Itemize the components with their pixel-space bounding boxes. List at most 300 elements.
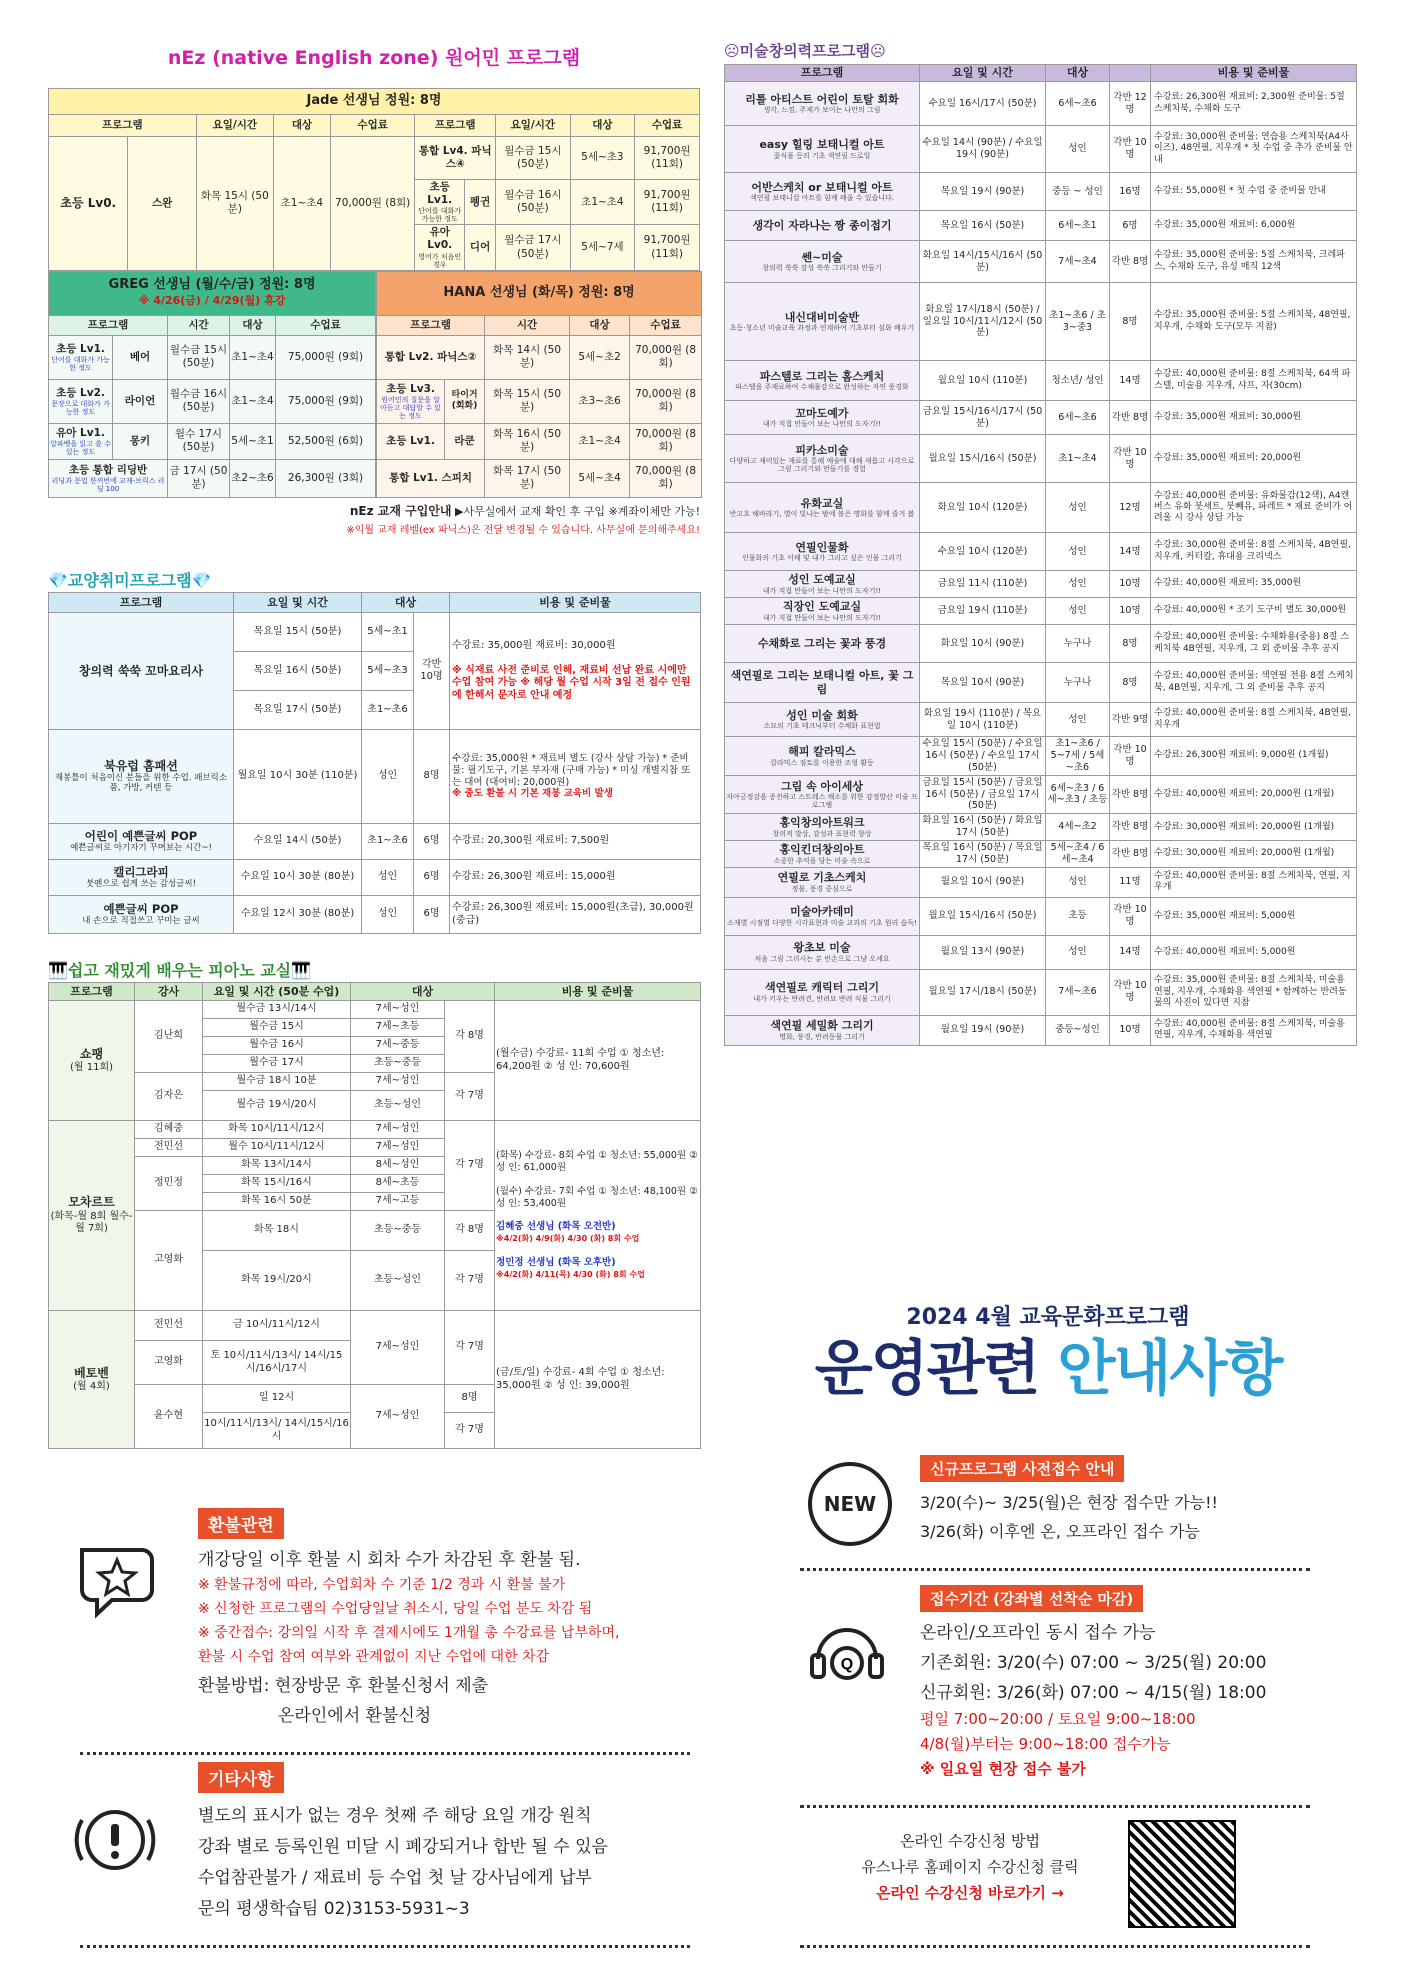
table-cell: 91,700원 (11회) [635,225,700,270]
table-cell: 8세~성인 [351,1157,445,1175]
cost: 수강료: 35,000원 재료비: 30,000원 [1151,401,1357,435]
table-cell: 월수금 16시 (50분) [168,379,230,423]
table-cell [725,814,920,841]
art-title-row [724,40,1356,64]
table-cell: 각반 10명 [1110,969,1151,1015]
table-cell: 금요일 11시 (110분) [920,571,1046,598]
teacher: 정민정 [135,1157,203,1211]
svg-text:Q: Q [840,1656,854,1673]
table-cell: 초1~초4 [273,137,330,271]
table-cell [725,435,920,483]
table-cell: 금 17시 (50분) [168,459,230,497]
table-cell: 화요일 10시 (90분) [920,625,1046,663]
table-cell: 7세~초등 [351,1019,445,1037]
piano-section [48,958,700,1449]
table-cell [725,126,920,173]
table-row [725,435,1357,483]
table-cell: 초등~성인 [351,1251,445,1311]
table-row [725,211,1357,241]
table-cell: 각반 12명 [1110,82,1151,126]
table-cell: 8명 [1110,625,1151,663]
prog-sub: 인물화의 기초 이해 및 내가 그리고 싶은 인물 그리기 [742,554,902,563]
prog: 어린이 예쁜글씨 POP [84,828,198,843]
cost: 수강료: 40,000원 준비물: 8절 스케치북, 미술용 연필, 지우개, 수채화용 색연필 [1151,1015,1357,1045]
prog: 초등 Lv1. [427,181,453,207]
banner-big-1: 운영관련 [814,1334,1039,1404]
reg-line-1: 온라인/오프라인 동시 접수 가능 [920,1623,1156,1643]
piano-title-row [48,958,700,980]
cost-note: 김혜중 선생님 (화목 오전반) [496,1221,616,1233]
refund-line-3: ※ 신청한 프로그램의 수업당일날 취소시, 당일 수업 분도 차감 됨 [198,1601,593,1617]
table-cell: 6명 [1110,211,1151,241]
book-notice [48,502,700,519]
alert-icon [70,1800,160,1880]
table-cell: 7세~성인 [351,1001,445,1019]
book-notice-warning: ※익월 교재 레벨(ex 파닉스)은 전달 변경될 수 있습니다. 사무실에 문의해주세요! [346,524,700,536]
prog: 수채화로 그리는 꽃과 풍경 [757,636,887,650]
table-cell: 목요일 16시 (50분) [234,652,362,691]
teacher: 김자은 [135,1073,203,1121]
table-cell: 월수금 13시/14시 [203,1001,351,1019]
table-cell: 14명 [1110,935,1151,969]
table-cell: 화목 19시/20시 [203,1251,351,1311]
table-cell: 청소년/ 성인 [1046,361,1110,401]
cost: 수강료: 55,000원 * 첫 수업 중 준비물 안내 [1151,173,1357,211]
table-cell [725,897,920,935]
table-cell: 화요일 14시/15시/16시 (50분) [920,241,1046,283]
table-cell: 라쿤 [445,423,485,459]
table-cell: 10명 [1110,1015,1151,1045]
nez-section [48,40,700,536]
table-cell: 화목 16시 (50분) [485,423,570,459]
table-cell [725,625,920,663]
col-header: 수업료 [630,315,702,335]
prog: 내신대비미술반 [784,310,860,324]
cost-note: 정민정 선생님 (화목 오후반) [496,1257,616,1269]
table-cell: 5세~초4 [570,459,630,497]
prog: 성인 도예교실 [788,573,856,587]
table-cell [725,361,920,401]
prog-sub: 소재별 시점별 다양한 시각표현과 미술 교과의 기초 원리 습득! [727,919,917,928]
new-tag: 신규프로그램 사전접수 안내 [920,1455,1124,1482]
table-cell: 통합 Lv1. 스피치 [377,459,485,497]
table-cell: 각 7명 [445,1311,495,1385]
table-cell: 초1~초6 [362,691,414,730]
prog-sub: 창의적 발상, 감성과 표현력 향상 [772,829,872,838]
table-cell [725,775,920,814]
teacher: 고영화 [135,1341,203,1385]
table-cell: 초1~초6 / 초3~중3 [1046,283,1110,361]
table-cell: 목요일 16시 (50분) [920,211,1046,241]
col-header: 수업료 [635,115,700,137]
table-cell: 월수 10시/11시/12시 [203,1139,351,1157]
new-badge-icon: NEW [808,1462,892,1546]
cost: 수강료: 20,300원 재료비: 7,500원 [450,824,701,860]
online-line-2: 유스나루 홈페이지 수강신청 클릭 [861,1858,1079,1876]
prog-sub: 칼라믹스 점토를 이용한 조형 활동 [770,758,874,767]
prog-sub: 꽃식물 등의 기초 색연필 드로잉 [773,151,871,160]
heart-icon: 💎 [191,571,212,590]
reg-line-3: 신규회원: 3/26(화) 07:00 ~ 4/15(월) 18:00 [920,1683,1267,1703]
prog: 초등 Lv3. [386,382,435,395]
table-cell: 디어 [465,225,496,270]
table-cell: 52,500원 (6회) [276,423,376,459]
teacher: 고영화 [135,1211,203,1311]
prog: 그림 속 아이세상 [780,779,864,793]
table-cell: 화목 10시/11시/12시 [203,1121,351,1139]
prog: 초등 Lv1. [56,342,105,355]
table-cell: 월요일 10시 (110분) [920,361,1046,401]
prog-sub: 예쁜글씨로 아기자기 꾸며보는 시간~! [70,843,212,854]
table-cell: 10명 [1110,571,1151,598]
table-cell: 월수금 15시 [203,1019,351,1037]
art-table [724,64,1357,1046]
table-row [725,737,1357,776]
table-cell: 초등 [1046,897,1110,935]
table-cell: 화목 15시 (50분) [196,137,273,271]
table-cell: 월수금 18시 10분 [203,1073,351,1091]
prog: 유화교실 [800,496,844,510]
prog-sub: (월 4회) [73,1381,110,1392]
prog: 색연필 세밀화 그리기 [770,1019,874,1033]
table-cell: 중등~성인 [1046,1015,1110,1045]
table-cell [725,82,920,126]
table-cell: 91,700원 (11회) [635,137,700,180]
table-cell: 5세~초1 [362,613,414,652]
table-cell: 5세~초3 [362,652,414,691]
table-cell: 수요일 10시 30분 (80분) [234,860,362,896]
table-cell: 월수금 17시 [203,1055,351,1073]
table-row [725,361,1357,401]
table-row [725,283,1357,361]
prog-sub: 자아긍정감을 증진하고 스트레스 해소를 위한 감정발산 미술 프로그램 [726,793,918,810]
prog-sub: 원어민의 질문을 알아듣고 대답할 수 있는 정도 [380,395,441,420]
cost: 수강료: 35,000원 준비물: 8절 스케치북, 미술용 연필, 지우개, 수채화용 색연필 * 함께하는 반려동물의 사진이 있다면 지참 [1151,969,1357,1015]
table-cell [725,598,920,625]
cost: 수강료: 35,000원 * 재료비 별도 (강사 상담 가능) * 준비물: 필기도구, 기본 부자재 (구매 가능) * 미싱 개별지참 또는 대여 (대여비: 20,000원) [452,752,691,788]
col-header [1110,65,1151,82]
cost: 수강료: 26,300원 재료비: 15,000원 [450,860,701,896]
prog: 초등 Lv2. [56,386,105,399]
cost: 수강료: 30,000원 재료비: 20,000원 (1개월) [1151,841,1357,868]
table-cell: 10시/11시/13시/ 14시/15시/16시 [203,1413,351,1449]
culture-title-row [48,568,700,590]
cost: 수강료: 40,000원 재료비: 35,000원 [1151,571,1357,598]
prog-sub: 정물, 풍경 중심으로 [791,885,853,894]
table-cell: 화목 16시 50분 [203,1193,351,1211]
table-cell: 7세~초4 [1046,241,1110,283]
prog-sub: 생각, 느낌, 주제가 보이는 나만의 그림 [763,106,881,115]
cost: 수강료: 40,000원 준비물: 색연필 전용 8절 스케치북, 4B연필, 지우개, 그 외 준비물 추후 공지 [1151,663,1357,703]
teacher: 김난희 [135,1001,203,1073]
table-cell [725,241,920,283]
prog-sub: (화목-월 8회 월수-월 7회) [50,1210,133,1235]
table-cell: 70,000원 (8회) [630,335,702,379]
table-cell: 월요일 15시/16시 (50분) [920,897,1046,935]
col-header: 시간 [168,315,230,335]
culture-table [48,592,701,934]
art-title: 미술창의력프로그램 [739,42,871,60]
prog: 유아 Lv0. [427,226,453,252]
new-line-2: 3/26(화) 이후엔 온, 오프라인 접수 가능 [920,1522,1200,1541]
culture-section [48,568,700,934]
cost: 수강료: 30,000원 준비물: 8절 스케치북, 4B연필, 지우개, 커터칼, 휴대용 크리넥스 [1151,533,1357,571]
table-cell: 월수금 16시 [203,1037,351,1055]
cost: 수강료: 40,000원 준비물: 8절 스케치북, 64색 파스텔, 미술용 지우개, 샤프, 자(30cm) [1151,361,1357,401]
table-cell: 6세~초6 [1046,401,1110,435]
refund-notice [198,1508,698,1726]
table-row [725,625,1357,663]
table-cell [725,283,920,361]
cost: 수강료: 35,000원 준비물: 5절 스케치북, 크레파스, 수채화 도구, 유성 매직 12색 [1151,241,1357,283]
table-cell [725,211,920,241]
prog-sub: 내가 직접 만들어 보는 나만의 도자기!! [762,586,882,595]
nez-greg-table [48,271,376,498]
table-cell: 초등 Lv0. [49,137,128,271]
table-row [725,173,1357,211]
prog-sub: 내 손으로 직접쓰고 꾸미는 글씨 [82,916,200,927]
table-cell: 각반 8명 [1110,814,1151,841]
table-cell: 5세~초2 [570,335,630,379]
prog-sub: 소묘의 기초 테크닉부터 수채화 표현법 [763,722,881,731]
reg-line-5: 4/8(월)부터는 9:00~18:00 접수가능 [920,1735,1171,1753]
table-cell: 각반 8명 [1110,241,1151,283]
refund-line-4: ※ 중간접수: 강의일 시작 후 결제시에도 1개월 총 수강료를 납부하며, [198,1625,620,1641]
table-cell: 7세~고등 [351,1193,445,1211]
table-cell: 각반 10명 [1110,126,1151,173]
table-cell: 각 7명 [445,1251,495,1311]
table-cell: 각반 8명 [1110,401,1151,435]
col-header: 요일/시간 [496,115,571,137]
table-cell: 월요일 10시 (90분) [920,867,1046,897]
table-cell: 성인 [1046,598,1110,625]
table-cell: 화목 13시/14시 [203,1157,351,1175]
table-row [725,126,1357,173]
col-header: 요일/시간 [196,115,273,137]
col-header: 강사 [135,983,203,1001]
book-notice-title: nEz 교재 구입안내 [349,503,452,518]
table-cell: 화요일 16시 (50분) / 화요일 17시 (50분) [920,814,1046,841]
col-header: 프로그램 [377,315,485,335]
table-cell: 75,000원 (9회) [276,379,376,423]
cost-note: ※ 중도 환불 시 기본 재봉 교육비 발생 [452,788,613,800]
table-cell [725,935,920,969]
divider [80,1752,690,1755]
table-cell: 5세~초1 [230,423,276,459]
prog-sub: 초등·청소년 미술교육 과정과 연계하여 기초부터 심화 배우기 [729,324,915,333]
teacher: 전민선 [135,1311,203,1341]
table-cell: 75,000원 (9회) [276,335,376,379]
new-line-1: 3/20(수)~ 3/25(월)은 현장 접수만 가능!! [920,1493,1218,1512]
col-header: 시간 [485,315,570,335]
table-row [725,867,1357,897]
etc-tag: 기타사항 [198,1762,284,1793]
table-cell: 화요일 19시 (110분) / 목요일 10시 (110분) [920,703,1046,737]
cost: 수강료: 26,300원 재료비: 15,000원(초급), 30,000원(중급) [450,896,701,934]
teacher: 김혜중 [135,1121,203,1139]
prog: 연필인물화 [795,540,849,554]
prog: 피카소미술 [795,443,849,457]
table-row [725,897,1357,935]
table-cell: 각반 8명 [1110,775,1151,814]
table-row [725,935,1357,969]
col-header: 대상 [351,983,495,1001]
table-cell: 초1~초4 [1046,435,1110,483]
table-cell: 70,000원 (8회) [330,137,414,271]
table-cell: 각반 8명 [1110,841,1151,868]
table-cell: 7세~성인 [351,1311,445,1385]
table-cell: 8명 [445,1385,495,1413]
table-cell: 6세~초1 [1046,211,1110,241]
col-header: 요일 및 시간 [920,65,1046,82]
refund-tag: 환불관련 [198,1508,284,1539]
online-link[interactable]: 온라인 수강신청 바로가기 → [876,1884,1064,1902]
prog: 초등 통합 리딩반 [68,463,148,476]
nez-hana-table [376,271,702,498]
table-row [725,841,1357,868]
table-cell: 70,000원 (8회) [630,379,702,423]
prog: 북유럽 홈패션 [104,758,178,773]
etc-line-3: 수업참관불가 / 재료비 등 수업 첫 날 강사님에게 납부 [198,1868,592,1888]
refund-line-5: 환불 시 수업 참여 여부와 관계없이 지난 수업에 대한 차감 [198,1649,550,1665]
col-header: 대상 [273,115,330,137]
table-cell [725,841,920,868]
prog: 예쁜글씨 POP [103,901,179,916]
table-cell: 창의력 쑥쑥 꼬마요리사 [49,613,234,730]
prog: 어반스케치 or 보태니컬 아트 [751,180,893,194]
table-cell [725,737,920,776]
col-header: 프로그램 [415,115,496,137]
prog-sub: (월 11회) [69,1062,114,1073]
cost: 수강료: 40,000원 * 조기 도구비 별도 30,000원 [1151,598,1357,625]
table-cell: 수요일 10시 (120분) [920,533,1046,571]
table-cell: 14명 [1110,361,1151,401]
prog-sub: 단어를 대화가 가능한 정도 [418,207,462,224]
divider [800,1805,1310,1808]
qr-code-icon[interactable] [1128,1820,1236,1928]
table-cell: 월요일 10시 30분 (110분) [234,730,362,824]
table-cell: 각 7명 [445,1413,495,1449]
prog-sub: 리딩과 문법 한꺼번에 교재-브릭스 리딩 100 [51,476,165,493]
piano-title: 쉽고 재밌게 배우는 피아노 교실 [67,961,292,980]
prog: 색연필로 그리는 보태니컬 아트, 꽃 그림 [730,668,914,696]
table-cell: 5세~초4 / 6세~초4 [1046,841,1110,868]
cost: 수강료: 35,000원 재료비: 6,000원 [1151,211,1357,241]
etc-line-1: 별도의 표시가 없는 경우 첫째 주 해당 요일 개강 원칙 [198,1806,592,1826]
divider [800,1945,1310,1948]
table-cell: 화목 14시 (50분) [485,335,570,379]
prog-sub: 파스텔을 주재료하여 수채물감으로 완성하는 자연 풍경화 [735,383,909,392]
cost: 수강료: 35,000원 재료비: 30,000원 [452,639,616,651]
table-row [725,663,1357,703]
table-cell: 초1~초4 [230,335,276,379]
table-cell: 월수금 17시 (50분) [496,225,571,270]
culture-title: 교양취미프로그램 [67,571,192,590]
prog: 쎈~미술 [801,250,843,264]
prog: 미술아카데미 [790,905,854,919]
cost: 수강료: 30,000원 재료비: 20,000원 (1개월) [1151,814,1357,841]
cost: (화목) 수강료- 8회 수업 ① 청소년: 55,000원 ② 성 인: 61,000원 [496,1150,698,1174]
table-cell: 월수금 19시/20시 [203,1091,351,1121]
table-cell: 수요일 16시/17시 (50분) [920,82,1046,126]
table-cell: 월수금 16시 (50분) [496,180,571,225]
prog: 리틀 아티스트 어린이 토탈 회화 [745,92,899,106]
table-cell: 성인 [362,730,414,824]
col-header: 프로그램 [725,65,920,82]
col-header: 프로그램 [49,983,135,1001]
prog-sub: 반고흐 해바라기, 별이 빛나는 밤에 볼은 명화를 함께 즐겨 봅 [729,510,915,519]
table-cell: 타이거 (회화) [445,379,485,423]
cost: 수강료: 40,000원 재료비: 20,000원 (1개월) [1151,775,1357,814]
heart-icon: 💎 [48,571,68,590]
teacher: 윤수현 [135,1385,203,1449]
reg-tag: 접수기간 (강좌별 선착순 마감) [920,1585,1143,1612]
table-cell: 수요일 14시 (50분) [234,824,362,860]
table-cell: 화목 15시 (50분) [485,379,570,423]
prog-sub: 단어를 대화가 가능한 정도 [51,355,110,372]
table-cell: 6명 [414,824,450,860]
table-cell: 각 8명 [445,1001,495,1073]
table-cell: 70,000원 (8회) [630,459,702,497]
table-cell: 5세~7세 [570,225,635,270]
table-cell: 70,000원 (8회) [630,423,702,459]
prog: 생각이 자라나는 짱 종이접기 [752,218,892,232]
prog: 해피 칼라믹스 [788,744,856,758]
table-cell: 화요일 10시 (120분) [920,483,1046,533]
table-cell: 91,700원 (11회) [635,180,700,225]
table-cell: 각반 10명 [1110,897,1151,935]
notice-banner [778,1300,1318,1407]
table-cell: 초등 Lv1. [377,423,445,459]
table-cell: 각반 10명 [1110,737,1151,776]
table-cell: 5세~초3 [570,137,635,180]
cost-note: ※4/2(화) 4/9(화) 4/30 (화) 8회 수업 [496,1234,640,1244]
table-cell: 몽키 [113,423,168,459]
col-header: 프로그램 [49,115,197,137]
table-cell: 스완 [128,137,196,271]
table-cell: 6명 [414,896,450,934]
col-header: 대상 [570,115,635,137]
table-cell: 월수금 15시 (50분) [496,137,571,180]
piano-table [48,982,701,1449]
table-cell: 8명 [1110,283,1151,361]
greg-note: ※ 4/26(금) / 4/29(월) 휴강 [138,294,286,308]
nez-jade-table [48,88,700,271]
table-cell: 수요일 15시 (50분) / 수요일 16시 (50분) / 수요일 17시 (50분) [920,737,1046,776]
table-cell: 화요일 17시/18시 (50분) / 일요일 10시/11시/12시 (50분) [920,283,1046,361]
table-cell: 성인 [1046,935,1110,969]
table-cell: 토 10시/11시/13시/ 14시/15시/16시/17시 [203,1341,351,1385]
col-header: 대상 [230,315,276,335]
table-cell: 목요일 19시 (90분) [920,173,1046,211]
cost: 수강료: 35,000원 재료비: 20,000원 [1151,435,1357,483]
cost: (월수금) 수강료- 11회 수업 ① 청소년: 64,200원 ② 성 인: 70,600원 [495,1001,701,1121]
table-cell: 누구나 [1046,663,1110,703]
prog: 홍익킨더창의아트 [779,842,865,856]
reg-line-2: 기존회원: 3/20(수) 07:00 ~ 3/25(월) 20:00 [920,1653,1267,1673]
prog: 쇼팽 [79,1046,104,1061]
table-cell: 월수 17시 (50분) [168,423,230,459]
cost: 수강료: 40,000원 준비물: 8절 스케치북, 연필, 지우개 [1151,867,1357,897]
table-row [725,82,1357,126]
col-header: 프로그램 [49,315,168,335]
prog: 유아 Lv1. [56,426,105,439]
table-cell: 각반 9명 [1110,703,1151,737]
cost: 수강료: 26,300원 재료비: 9,000원 (1개월) [1151,737,1357,776]
table-cell [725,571,920,598]
table-cell: 성인 [1046,867,1110,897]
table-cell: 8명 [414,730,450,824]
